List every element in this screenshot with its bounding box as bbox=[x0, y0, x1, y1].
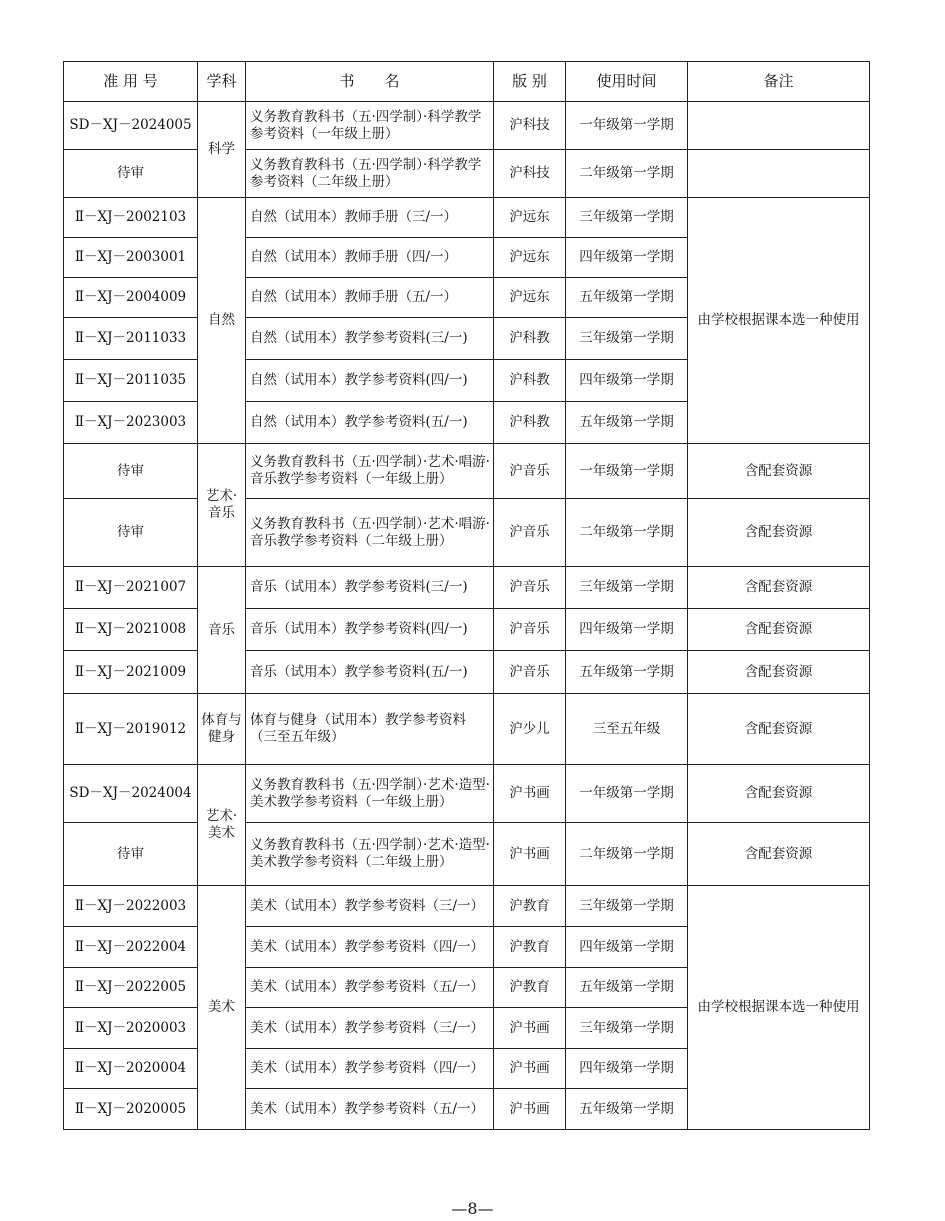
row-title: 义务教育教科书（五·四学制）·艺术·造型·美术教学参考资料（二年级上册） bbox=[246, 823, 494, 886]
row-title: 自然（试用本）教师手册（五/一） bbox=[246, 278, 494, 318]
row-time: 一年级第一学期 bbox=[566, 765, 688, 823]
row-code: Ⅱ－XJ－2003001 bbox=[64, 238, 198, 278]
row-publisher: 沪书画 bbox=[494, 765, 566, 823]
row-code: Ⅱ－XJ－2021009 bbox=[64, 651, 198, 694]
row-code: 待审 bbox=[64, 823, 198, 886]
table-row bbox=[64, 499, 870, 567]
table-row bbox=[64, 765, 870, 823]
row-title: 自然（试用本）教学参考资料(三/一) bbox=[246, 318, 494, 360]
row-publisher: 沪书画 bbox=[494, 1089, 566, 1130]
subject-cell: 艺术·美术 bbox=[198, 765, 246, 886]
row-time: 二年级第一学期 bbox=[566, 823, 688, 886]
row-time: 五年级第一学期 bbox=[566, 968, 688, 1008]
row-publisher: 沪科教 bbox=[494, 318, 566, 360]
row-code: Ⅱ－XJ－2021008 bbox=[64, 609, 198, 651]
row-publisher: 沪教育 bbox=[494, 886, 566, 927]
row-title: 美术（试用本）教学参考资料（三/一） bbox=[246, 886, 494, 927]
page-number: —8— bbox=[451, 1199, 494, 1218]
row-time: 三年级第一学期 bbox=[566, 567, 688, 609]
row-time: 五年级第一学期 bbox=[566, 278, 688, 318]
row-note: 含配套资源 bbox=[688, 765, 870, 823]
table-row bbox=[64, 150, 870, 198]
row-title: 美术（试用本）教学参考资料（四/一） bbox=[246, 927, 494, 968]
row-publisher: 沪科教 bbox=[494, 360, 566, 402]
row-publisher: 沪教育 bbox=[494, 927, 566, 968]
row-code: 待审 bbox=[64, 150, 198, 198]
row-code: Ⅱ－XJ－2002103 bbox=[64, 198, 198, 238]
row-title: 义务教育教科书（五·四学制）·科学教学参考资料（一年级上册） bbox=[246, 102, 494, 150]
header-time: 使用时间 bbox=[566, 62, 688, 102]
table-row bbox=[64, 567, 870, 609]
row-title: 义务教育教科书（五·四学制）·科学教学参考资料（二年级上册） bbox=[246, 150, 494, 198]
subject-cell: 自然 bbox=[198, 198, 246, 444]
row-code: Ⅱ－XJ－2011035 bbox=[64, 360, 198, 402]
row-title: 美术（试用本）教学参考资料（五/一） bbox=[246, 968, 494, 1008]
row-note bbox=[688, 102, 870, 150]
subject-cell: 音乐 bbox=[198, 567, 246, 694]
row-note: 由学校根据课本选一种使用 bbox=[688, 198, 870, 444]
row-code: 待审 bbox=[64, 444, 198, 499]
row-publisher: 沪教育 bbox=[494, 968, 566, 1008]
row-code: Ⅱ－XJ－2022004 bbox=[64, 927, 198, 968]
row-publisher: 沪音乐 bbox=[494, 567, 566, 609]
row-code: SD－XJ－2024004 bbox=[64, 765, 198, 823]
row-time: 一年级第一学期 bbox=[566, 444, 688, 499]
table-row bbox=[64, 886, 870, 927]
row-publisher: 沪远东 bbox=[494, 238, 566, 278]
row-time: 三年级第一学期 bbox=[566, 1008, 688, 1049]
row-time: 四年级第一学期 bbox=[566, 927, 688, 968]
row-code: Ⅱ－XJ－2011033 bbox=[64, 318, 198, 360]
subject-cell: 美术 bbox=[198, 886, 246, 1130]
row-code: Ⅱ－XJ－2019012 bbox=[64, 694, 198, 765]
row-note: 含配套资源 bbox=[688, 444, 870, 499]
row-title: 体育与健身（试用本）教学参考资料（三至五年级） bbox=[246, 694, 494, 765]
row-time: 三年级第一学期 bbox=[566, 318, 688, 360]
header-code: 准 用 号 bbox=[64, 62, 198, 102]
row-title: 自然（试用本）教学参考资料(四/一) bbox=[246, 360, 494, 402]
row-title: 自然（试用本）教师手册（四/一） bbox=[246, 238, 494, 278]
table-row bbox=[64, 823, 870, 886]
row-code: Ⅱ－XJ－2021007 bbox=[64, 567, 198, 609]
row-code: Ⅱ－XJ－2023003 bbox=[64, 402, 198, 444]
subject-cell: 体育与健身 bbox=[198, 694, 246, 765]
row-title: 自然（试用本）教师手册（三/一） bbox=[246, 198, 494, 238]
row-code: Ⅱ－XJ－2020004 bbox=[64, 1049, 198, 1089]
row-title: 自然（试用本）教学参考资料(五/一) bbox=[246, 402, 494, 444]
table-row bbox=[64, 444, 870, 499]
row-note: 含配套资源 bbox=[688, 567, 870, 609]
row-note: 含配套资源 bbox=[688, 609, 870, 651]
table-row bbox=[64, 609, 870, 651]
row-code: Ⅱ－XJ－2004009 bbox=[64, 278, 198, 318]
header-publisher: 版 别 bbox=[494, 62, 566, 102]
row-publisher: 沪音乐 bbox=[494, 444, 566, 499]
row-title: 美术（试用本）教学参考资料（四/一） bbox=[246, 1049, 494, 1089]
row-code: Ⅱ－XJ－2020005 bbox=[64, 1089, 198, 1130]
row-code: 待审 bbox=[64, 499, 198, 567]
row-time: 二年级第一学期 bbox=[566, 150, 688, 198]
row-title: 义务教育教科书（五·四学制）·艺术·唱游·音乐教学参考资料（一年级上册） bbox=[246, 444, 494, 499]
row-title: 美术（试用本）教学参考资料（五/一） bbox=[246, 1089, 494, 1130]
row-publisher: 沪音乐 bbox=[494, 609, 566, 651]
row-time: 二年级第一学期 bbox=[566, 499, 688, 567]
table-row bbox=[64, 198, 870, 238]
row-publisher: 沪音乐 bbox=[494, 499, 566, 567]
row-publisher: 沪书画 bbox=[494, 823, 566, 886]
row-time: 四年级第一学期 bbox=[566, 360, 688, 402]
row-publisher: 沪科技 bbox=[494, 102, 566, 150]
header-note: 备注 bbox=[688, 62, 870, 102]
header-subject: 学科 bbox=[198, 62, 246, 102]
textbook-table bbox=[63, 61, 870, 1130]
row-note: 含配套资源 bbox=[688, 823, 870, 886]
row-title: 义务教育教科书（五·四学制）·艺术·唱游·音乐教学参考资料（二年级上册） bbox=[246, 499, 494, 567]
subject-cell: 艺术·音乐 bbox=[198, 444, 246, 567]
table-row bbox=[64, 694, 870, 765]
row-title: 义务教育教科书（五·四学制）·艺术·造型·美术教学参考资料（一年级上册） bbox=[246, 765, 494, 823]
row-time: 三至五年级 bbox=[566, 694, 688, 765]
table-row bbox=[64, 651, 870, 694]
row-publisher: 沪音乐 bbox=[494, 651, 566, 694]
row-time: 三年级第一学期 bbox=[566, 198, 688, 238]
row-publisher: 沪远东 bbox=[494, 278, 566, 318]
row-publisher: 沪少儿 bbox=[494, 694, 566, 765]
row-publisher: 沪书画 bbox=[494, 1008, 566, 1049]
row-code: Ⅱ－XJ－2022005 bbox=[64, 968, 198, 1008]
row-publisher: 沪科技 bbox=[494, 150, 566, 198]
table-row bbox=[64, 102, 870, 150]
row-note: 含配套资源 bbox=[688, 651, 870, 694]
header-title: 书 名 bbox=[246, 62, 494, 102]
row-title: 音乐（试用本）教学参考资料(三/一) bbox=[246, 567, 494, 609]
row-title: 音乐（试用本）教学参考资料(五/一) bbox=[246, 651, 494, 694]
row-note: 含配套资源 bbox=[688, 499, 870, 567]
row-time: 四年级第一学期 bbox=[566, 238, 688, 278]
row-title: 美术（试用本）教学参考资料（三/一） bbox=[246, 1008, 494, 1049]
row-time: 四年级第一学期 bbox=[566, 1049, 688, 1089]
row-time: 五年级第一学期 bbox=[566, 1089, 688, 1130]
header-row bbox=[64, 62, 870, 102]
row-title: 音乐（试用本）教学参考资料(四/一) bbox=[246, 609, 494, 651]
row-time: 四年级第一学期 bbox=[566, 609, 688, 651]
row-code: Ⅱ－XJ－2022003 bbox=[64, 886, 198, 927]
row-note: 由学校根据课本选一种使用 bbox=[688, 886, 870, 1130]
row-time: 一年级第一学期 bbox=[566, 102, 688, 150]
subject-cell: 科学 bbox=[198, 102, 246, 198]
row-note: 含配套资源 bbox=[688, 694, 870, 765]
row-time: 五年级第一学期 bbox=[566, 402, 688, 444]
row-time: 五年级第一学期 bbox=[566, 651, 688, 694]
row-note bbox=[688, 150, 870, 198]
row-code: Ⅱ－XJ－2020003 bbox=[64, 1008, 198, 1049]
row-publisher: 沪书画 bbox=[494, 1049, 566, 1089]
row-time: 三年级第一学期 bbox=[566, 886, 688, 927]
row-code: SD－XJ－2024005 bbox=[64, 102, 198, 150]
row-publisher: 沪科教 bbox=[494, 402, 566, 444]
row-publisher: 沪远东 bbox=[494, 198, 566, 238]
